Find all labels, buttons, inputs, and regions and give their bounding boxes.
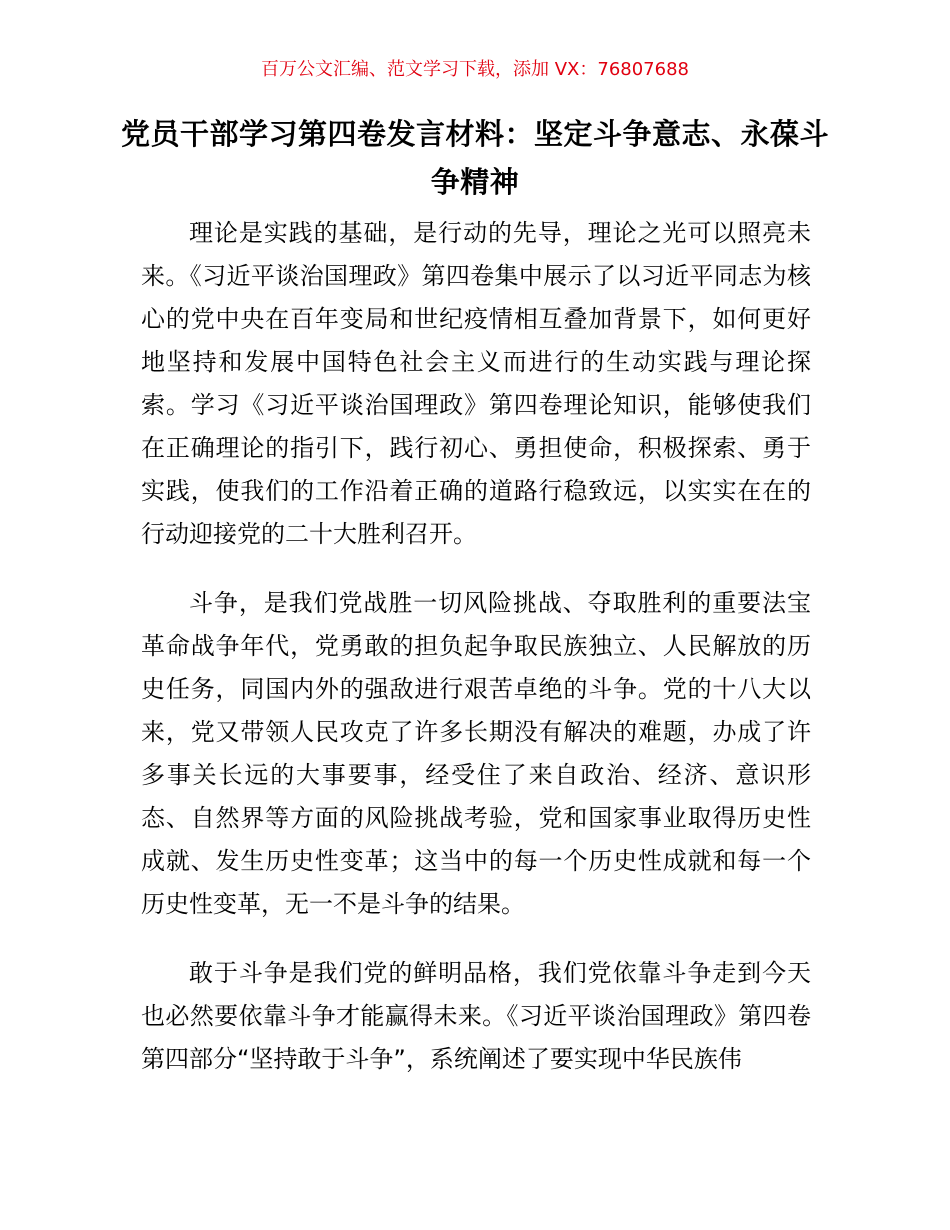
header-banner: 百万公文汇编、范文学习下载，添加 VX：76807688 bbox=[261, 59, 689, 80]
paragraph: 理论是实践的基础，是行动的先导，理论之光可以照亮未来。《习近平谈治国理政》第四卷集中展示了以习近平同志为核心的党中央在百年变局和世纪疫情相互叠加背景下，如何更好地坚持和发展中国特色社会主义而进行的生动实践与理论探索。学习《习近平谈治国理政》第四卷理论知识，能够使我们在正确理论的指引下，践行初心、勇担使命，积极探索、勇于实践，使我们的工作沿着正确的道路行稳致远，以实实在在的行动迎接党的二十大胜利召开。 bbox=[141, 219, 811, 548]
paragraph: 斗争，是我们党战胜一切风险挑战、夺取胜利的重要法宝革命战争年代，党勇敢的担负起争取民族独立、人民解放的历史任务，同国内外的强敌进行艰苦卓绝的斗争。党的十八大以来，党又带领人民攻克了许多长期没有解决的难题，办成了许多事关长远的大事要事，经受住了来自政治、经济、意识形态、自然界等方面的风险挑战考验，党和国家事业取得历史性成就、发生历史性变革；这当中的每一个历史性成就和每一个历史性变革，无一不是斗争的结果。 bbox=[141, 589, 811, 918]
document-title: 党员干部学习第四卷发言材料：坚定斗争意志、永葆斗争精神 bbox=[120, 117, 829, 199]
paragraph: 敢于斗争是我们党的鲜明品格，我们党依靠斗争走到今天也必然要依靠斗争才能赢得未来。《习近平谈治国理政》第四卷第四部分“坚持敢于斗争”，系统阐述了要实现中华民族伟 bbox=[141, 959, 811, 1073]
document-body bbox=[141, 212, 811, 1107]
